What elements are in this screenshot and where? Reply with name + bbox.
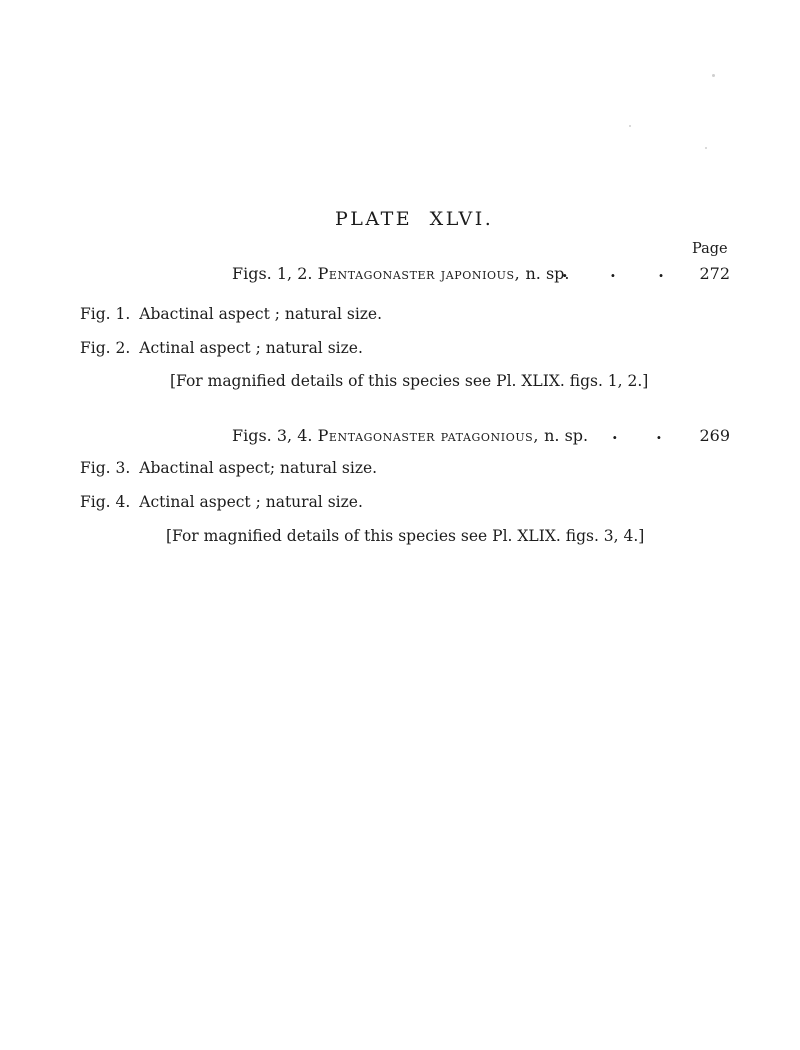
figure-refs: Figs. 3, 4. <box>232 426 313 445</box>
scan-speck <box>712 74 715 77</box>
page-column-label: Page <box>692 241 728 257</box>
species-name: Pentagonaster patagonious, <box>317 426 540 445</box>
figure-line <box>80 459 377 477</box>
scan-speck <box>705 147 707 149</box>
figure-label: Fig. 3. <box>80 459 131 477</box>
entry-heading <box>232 426 588 445</box>
species-qualifier: n. sp. <box>525 264 570 283</box>
figure-caption: Abactinal aspect; natural size. <box>139 459 378 477</box>
species-qualifier: n. sp. <box>544 426 589 445</box>
figure-caption: Actinal aspect ; natural size. <box>139 339 363 357</box>
leader-dots: . . <box>612 424 662 443</box>
figure-caption: Abactinal aspect ; natural size. <box>139 305 383 323</box>
scan-speck <box>629 125 631 127</box>
figure-label: Fig. 1. <box>80 305 131 323</box>
figure-label: Fig. 2. <box>80 339 131 357</box>
plate-title: PLATE XLVI. <box>335 208 494 230</box>
figure-caption: Actinal aspect ; natural size. <box>139 493 363 511</box>
leader-dots: . . . <box>562 262 664 281</box>
species-name: Pentagonaster japonious, <box>317 264 521 283</box>
entry-heading <box>232 264 569 283</box>
page-number: 269 <box>699 426 730 445</box>
figure-line <box>80 493 363 511</box>
figure-refs: Figs. 1, 2. <box>232 264 313 283</box>
note-line: [For magnified details of this species see Pl. XLIX. figs. 1, 2.] <box>170 372 649 390</box>
figure-label: Fig. 4. <box>80 493 131 511</box>
figure-line <box>80 339 363 357</box>
figure-line <box>80 305 382 323</box>
page-number: 272 <box>699 264 730 283</box>
note-line: [For magnified details of this species see Pl. XLIX. figs. 3, 4.] <box>166 527 645 545</box>
